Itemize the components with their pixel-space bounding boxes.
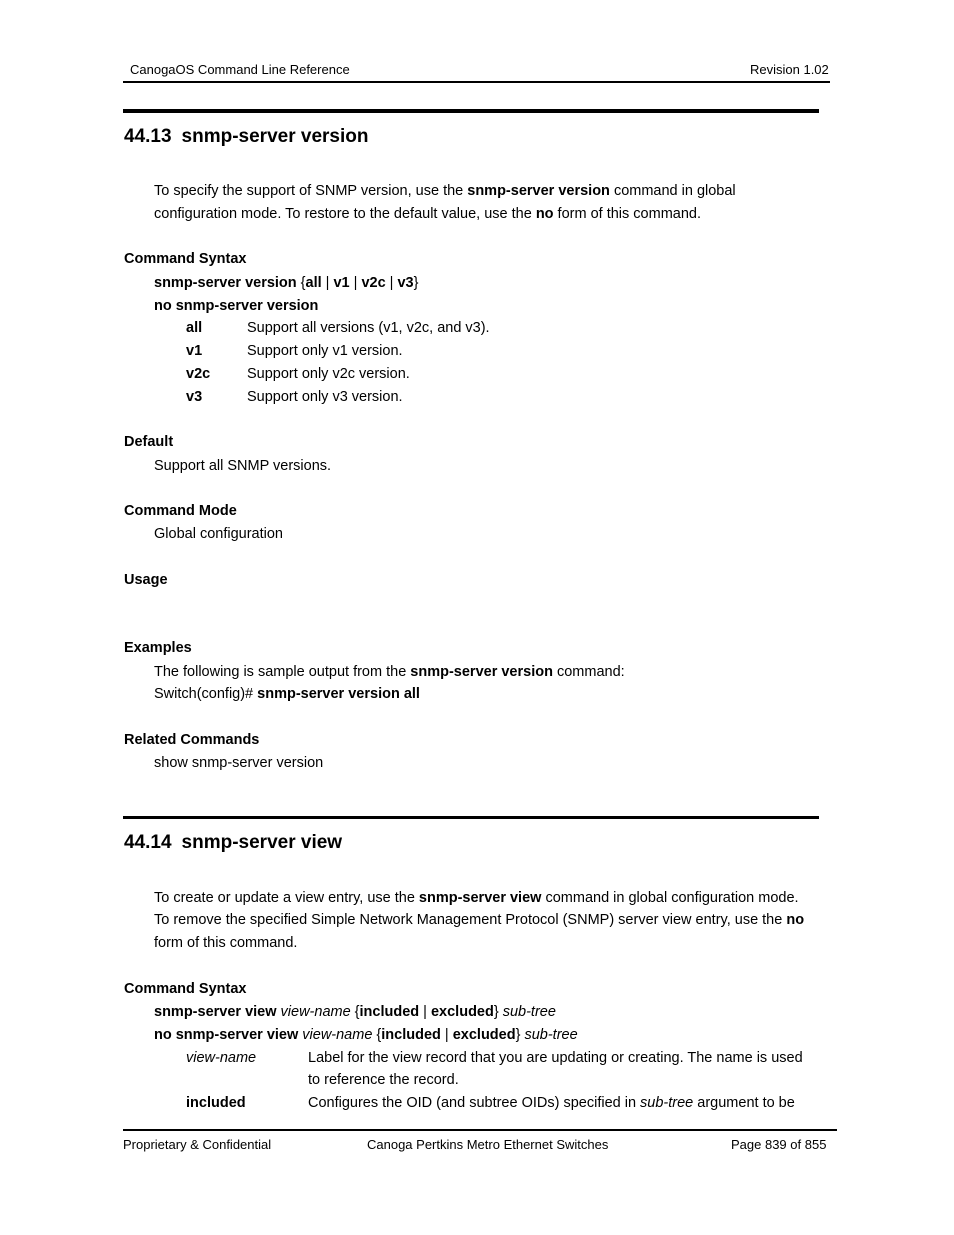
subheading-command-syntax: Command Syntax [124, 981, 247, 997]
section-heading [124, 126, 368, 148]
section-number: 44.14 [124, 832, 172, 853]
header-rule [123, 81, 830, 83]
footer-center: Canoga Pertkins Metro Ethernet Switches [367, 1137, 609, 1152]
subheading-command-syntax: Command Syntax [124, 251, 247, 267]
section-rule [123, 816, 819, 819]
syntax-line: no snmp-server view view-name {included | excluded} sub-tree [154, 1027, 578, 1043]
subheading-usage: Usage [124, 572, 168, 588]
param-desc: Configures the OID (and subtree OIDs) specified in sub-tree argument to be [308, 1095, 795, 1111]
param-desc: to reference the record. [308, 1072, 459, 1088]
section-title: snmp-server version [181, 126, 369, 147]
param-desc: Label for the view record that you are updating or creating. The name is used [308, 1050, 803, 1066]
param-desc: Support all versions (v1, v2c, and v3). [247, 320, 490, 336]
param-name: v2c [186, 366, 211, 382]
syntax-line: snmp-server view view-name {included | excluded} sub-tree [154, 1004, 556, 1020]
param-name: v1 [186, 343, 203, 359]
subheading-examples: Examples [124, 640, 192, 656]
intro-line: To remove the specified Simple Network Management Protocol (SNMP) server view entry, use the no [154, 912, 805, 928]
param-name: v3 [186, 389, 203, 405]
section-title: snmp-server view [181, 832, 343, 853]
intro-line: To create or update a view entry, use the snmp-server view command in global configuration mode. [154, 890, 799, 906]
section-heading [124, 832, 342, 854]
intro-line: form of this command. [154, 935, 298, 951]
syntax-line: no snmp-server version [154, 298, 319, 314]
param-name: included [186, 1095, 246, 1111]
section-rule [123, 109, 819, 113]
header-title: CanogaOS Command Line Reference [130, 62, 350, 77]
mode-text: Global configuration [154, 526, 283, 542]
footer-left: Proprietary & Confidential [123, 1137, 272, 1152]
subheading-related-commands: Related Commands [124, 732, 260, 748]
param-name: view-name [186, 1050, 257, 1066]
intro-line: To specify the support of SNMP version, use the snmp-server version command in global [154, 183, 736, 199]
param-desc: Support only v2c version. [247, 366, 410, 382]
param-name: all [186, 320, 203, 336]
header-revision: Revision 1.02 [750, 62, 829, 77]
param-desc: Support only v1 version. [247, 343, 403, 359]
param-desc: Support only v3 version. [247, 389, 403, 405]
footer-rule [123, 1129, 837, 1131]
related-command: show snmp-server version [154, 755, 324, 771]
subheading-command-mode: Command Mode [124, 503, 237, 519]
syntax-line: snmp-server version {all | v1 | v2c | v3} [154, 275, 419, 291]
default-text: Support all SNMP versions. [154, 458, 332, 474]
example-command: Switch(config)# snmp-server version all [154, 686, 420, 702]
subheading-default: Default [124, 434, 174, 450]
intro-line: configuration mode. To restore to the default value, use the no form of this command. [154, 206, 701, 222]
example-text: The following is sample output from the snmp-server version command: [154, 664, 625, 680]
footer-page-number: Page 839 of 855 [731, 1137, 827, 1152]
section-number: 44.13 [124, 126, 172, 147]
